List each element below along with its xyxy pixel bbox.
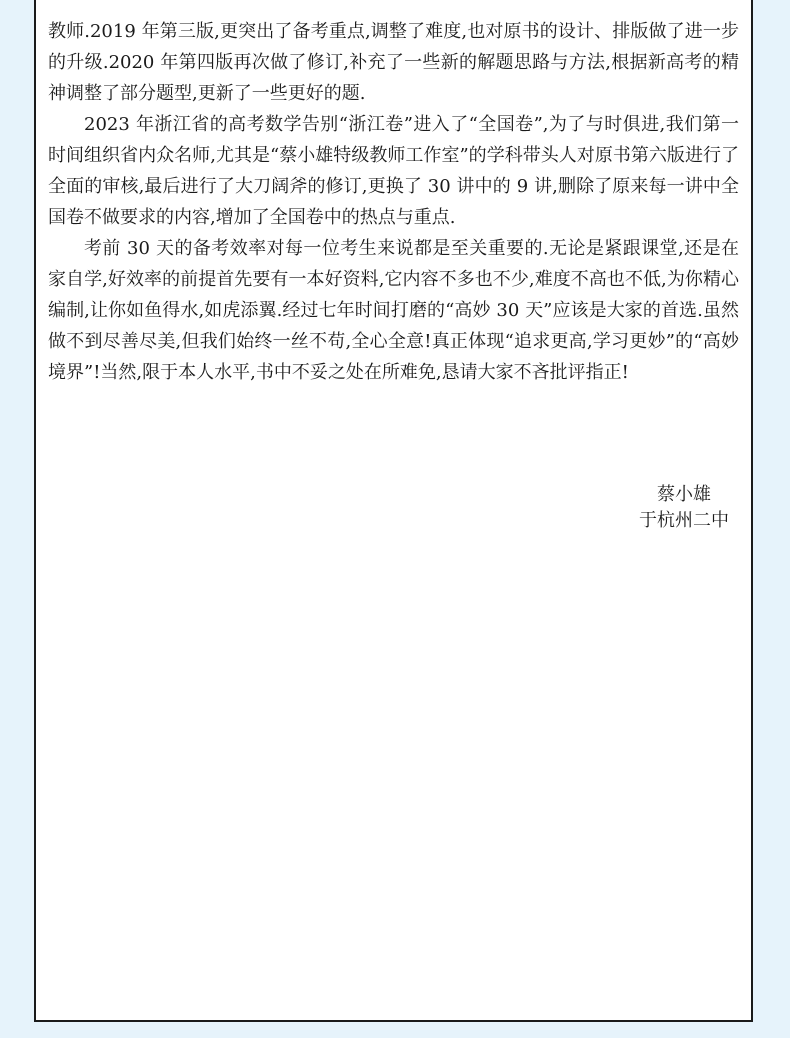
preface-body [48, 16, 739, 388]
preface-paragraph-1: 教师.2019 年第三版,更突出了备考重点,调整了难度,也对原书的设计、排版做了进一步的升级.2020 年第四版再次做了修订,补充了一些新的解题思路与方法,根据新高考的精神调整了部分题型,更新了一些更好的题. [48, 21, 739, 104]
signature-name: 蔡小雄 [657, 484, 711, 505]
preface-paragraph-2: 2023 年浙江省的高考数学告别“浙江卷”进入了“全国卷”,为了与时俱进,我们第一时间组织省内众名师,尤其是“蔡小雄特级教师工作室”的学科带头人对原书第六版进行了全面的审核,最后进行了大刀阔斧的修订,更换了 30 讲中的 9 讲,删除了原来每一讲中全国卷不做要求的内容,增加了全国卷中的热点与重点. [48, 114, 739, 228]
signature-place: 于杭州二中 [639, 510, 729, 531]
page-frame [34, 0, 753, 1022]
preface-paragraph-3: 考前 30 天的备考效率对每一位考生来说都是至关重要的.无论是紧跟课堂,还是在家自学,好效率的前提首先要有一本好资料,它内容不多也不少,难度不高也不低,为你精心编制,让你如鱼得水,如虎添翼.经过七年时间打磨的“高妙 30 天”应该是大家的首选.虽然做不到尽善尽美,但我们始终一丝不苟,全心全意!真正体现“追求更高,学习更妙”的“高妙境界”!当然,限于本人水平,书中不妥之处在所难免,恳请大家不吝批评指正! [48, 238, 739, 383]
signature-block [639, 482, 729, 534]
